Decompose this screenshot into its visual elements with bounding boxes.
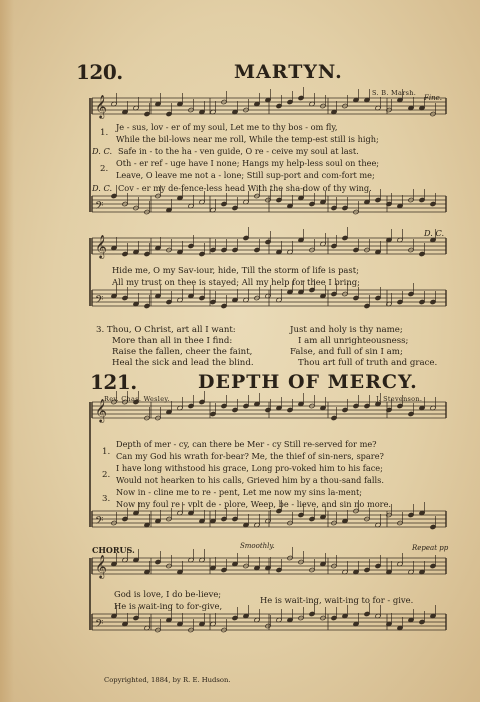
smoothly-mark: Smoothly. [240, 542, 275, 550]
svg-text:𝄞: 𝄞 [95, 554, 107, 578]
chorus-line-1: God is love, I do be-lieve; [114, 589, 222, 599]
dc-line-2: Cov - er my de-fence-less head With the sha-dow of thy wing. [118, 183, 372, 193]
verse-3-left-2: More than all in thee I find: [112, 336, 233, 346]
refrain-line-b: All my trust on thee is stayed; All my help for thee I bring; [112, 277, 360, 287]
copyright-notice: Copyrighted, 1884, by R. E. Hudson. [104, 676, 231, 684]
verse-1-line-b: While the bil-lows near me roll, While the temp-est still is high; [116, 134, 379, 144]
verse-2-label: 2. [100, 164, 109, 174]
dc-end-mark: D. C. [424, 228, 445, 238]
dc-label-1: D. C. [92, 146, 113, 156]
svg-text:𝄞: 𝄞 [95, 398, 107, 422]
verse-2-line-a: Oth - er ref - uge have I none; Hangs my help-less soul on thee; [116, 158, 380, 168]
hymn-121-number: 121. [90, 370, 137, 394]
repeat-mark: Repeat pp [412, 544, 449, 552]
verse-3-right-2: I am all unrighteousness; [298, 336, 409, 346]
svg-text:𝄢: 𝄢 [95, 200, 104, 215]
chorus-label: CHORUS. [92, 545, 135, 555]
hymn-121-verse-1-label: 1. [102, 447, 111, 457]
hymn-121-line-2a: I have long withstood his grace, Long pro-voked him to his face; [116, 463, 383, 473]
hymn-121-line-2b: Would not hearken to his calls, Grieved him by a thou-sand falls. [116, 475, 384, 485]
hymn-121-author: Rev. Chas. Wesley. [104, 395, 170, 403]
verse-3-right-1: Just and holy is thy name; [290, 325, 403, 335]
svg-text:𝄢: 𝄢 [95, 515, 104, 530]
hymn-121-line-1a: Depth of mer - cy, can there be Mer - cy Still re-served for me? [116, 439, 377, 449]
refrain-line-a: Hide me, O my Sav-iour, hide, Till the storm of life is past; [112, 265, 359, 275]
hymn-121-line-3a: Now in - cline me to re - pent, Let me now my sins la-ment; [116, 487, 363, 497]
svg-text:𝄞: 𝄞 [95, 234, 107, 258]
verse-3-left-3: Raise the fallen, cheer the faint, [112, 347, 253, 357]
verse-3-left-4: Heal the sick and lead the blind. [112, 358, 254, 368]
hymn-121-verse-3-label: 3. [102, 494, 111, 504]
hymn-120-composer: S. B. Marsh. [372, 89, 417, 97]
hymn-121-line-1b: Can my God his wrath for-bear? Me, the thief of sin-ners, spare? [116, 451, 384, 461]
verse-1-label: 1. [100, 128, 109, 138]
hymn-120-title: MARTYN. [234, 61, 343, 83]
dc-label-2: D. C. [92, 183, 113, 193]
hymn-121-line-3b: Now my foul re - volt de - plore, Weep, be - lieve, and sin no more. [116, 499, 392, 509]
verse-1-line-a: Je - sus, lov - er of my soul, Let me to thy bos - om fly, [116, 122, 338, 132]
verse-3-right-3: False, and full of sin I am; [290, 347, 403, 357]
svg-text:𝄢: 𝄢 [95, 294, 104, 309]
svg-text:𝄞: 𝄞 [95, 94, 107, 118]
hymn-121-title: DEPTH OF MERCY. [198, 371, 418, 393]
fine-mark: Fine. [424, 94, 442, 102]
chorus-line-3: He is wait-ing, wait-ing to for - give. [260, 595, 414, 605]
staff [92, 547, 446, 579]
staff [92, 227, 446, 259]
svg-text:𝄢: 𝄢 [95, 618, 104, 633]
verse-3-left-1: 3. Thou, O Christ, art all I want: [96, 325, 236, 335]
chorus-line-2: He is wait-ing to for-give, [114, 601, 223, 611]
dc-line-1: Safe in - to the ha - ven guide, O re - ceive my soul at last. [118, 146, 359, 156]
verse-3-right-4: Thou art full of truth and grace. [298, 358, 438, 368]
verse-2-line-b: Leave, O leave me not a - lone; Still sup-port and com-fort me; [116, 170, 375, 180]
hymn-121-composer: J. Stevenson. [376, 395, 423, 403]
hymn-120-number: 120. [76, 60, 123, 84]
hymn-121-verse-2-label: 2. [102, 470, 111, 480]
